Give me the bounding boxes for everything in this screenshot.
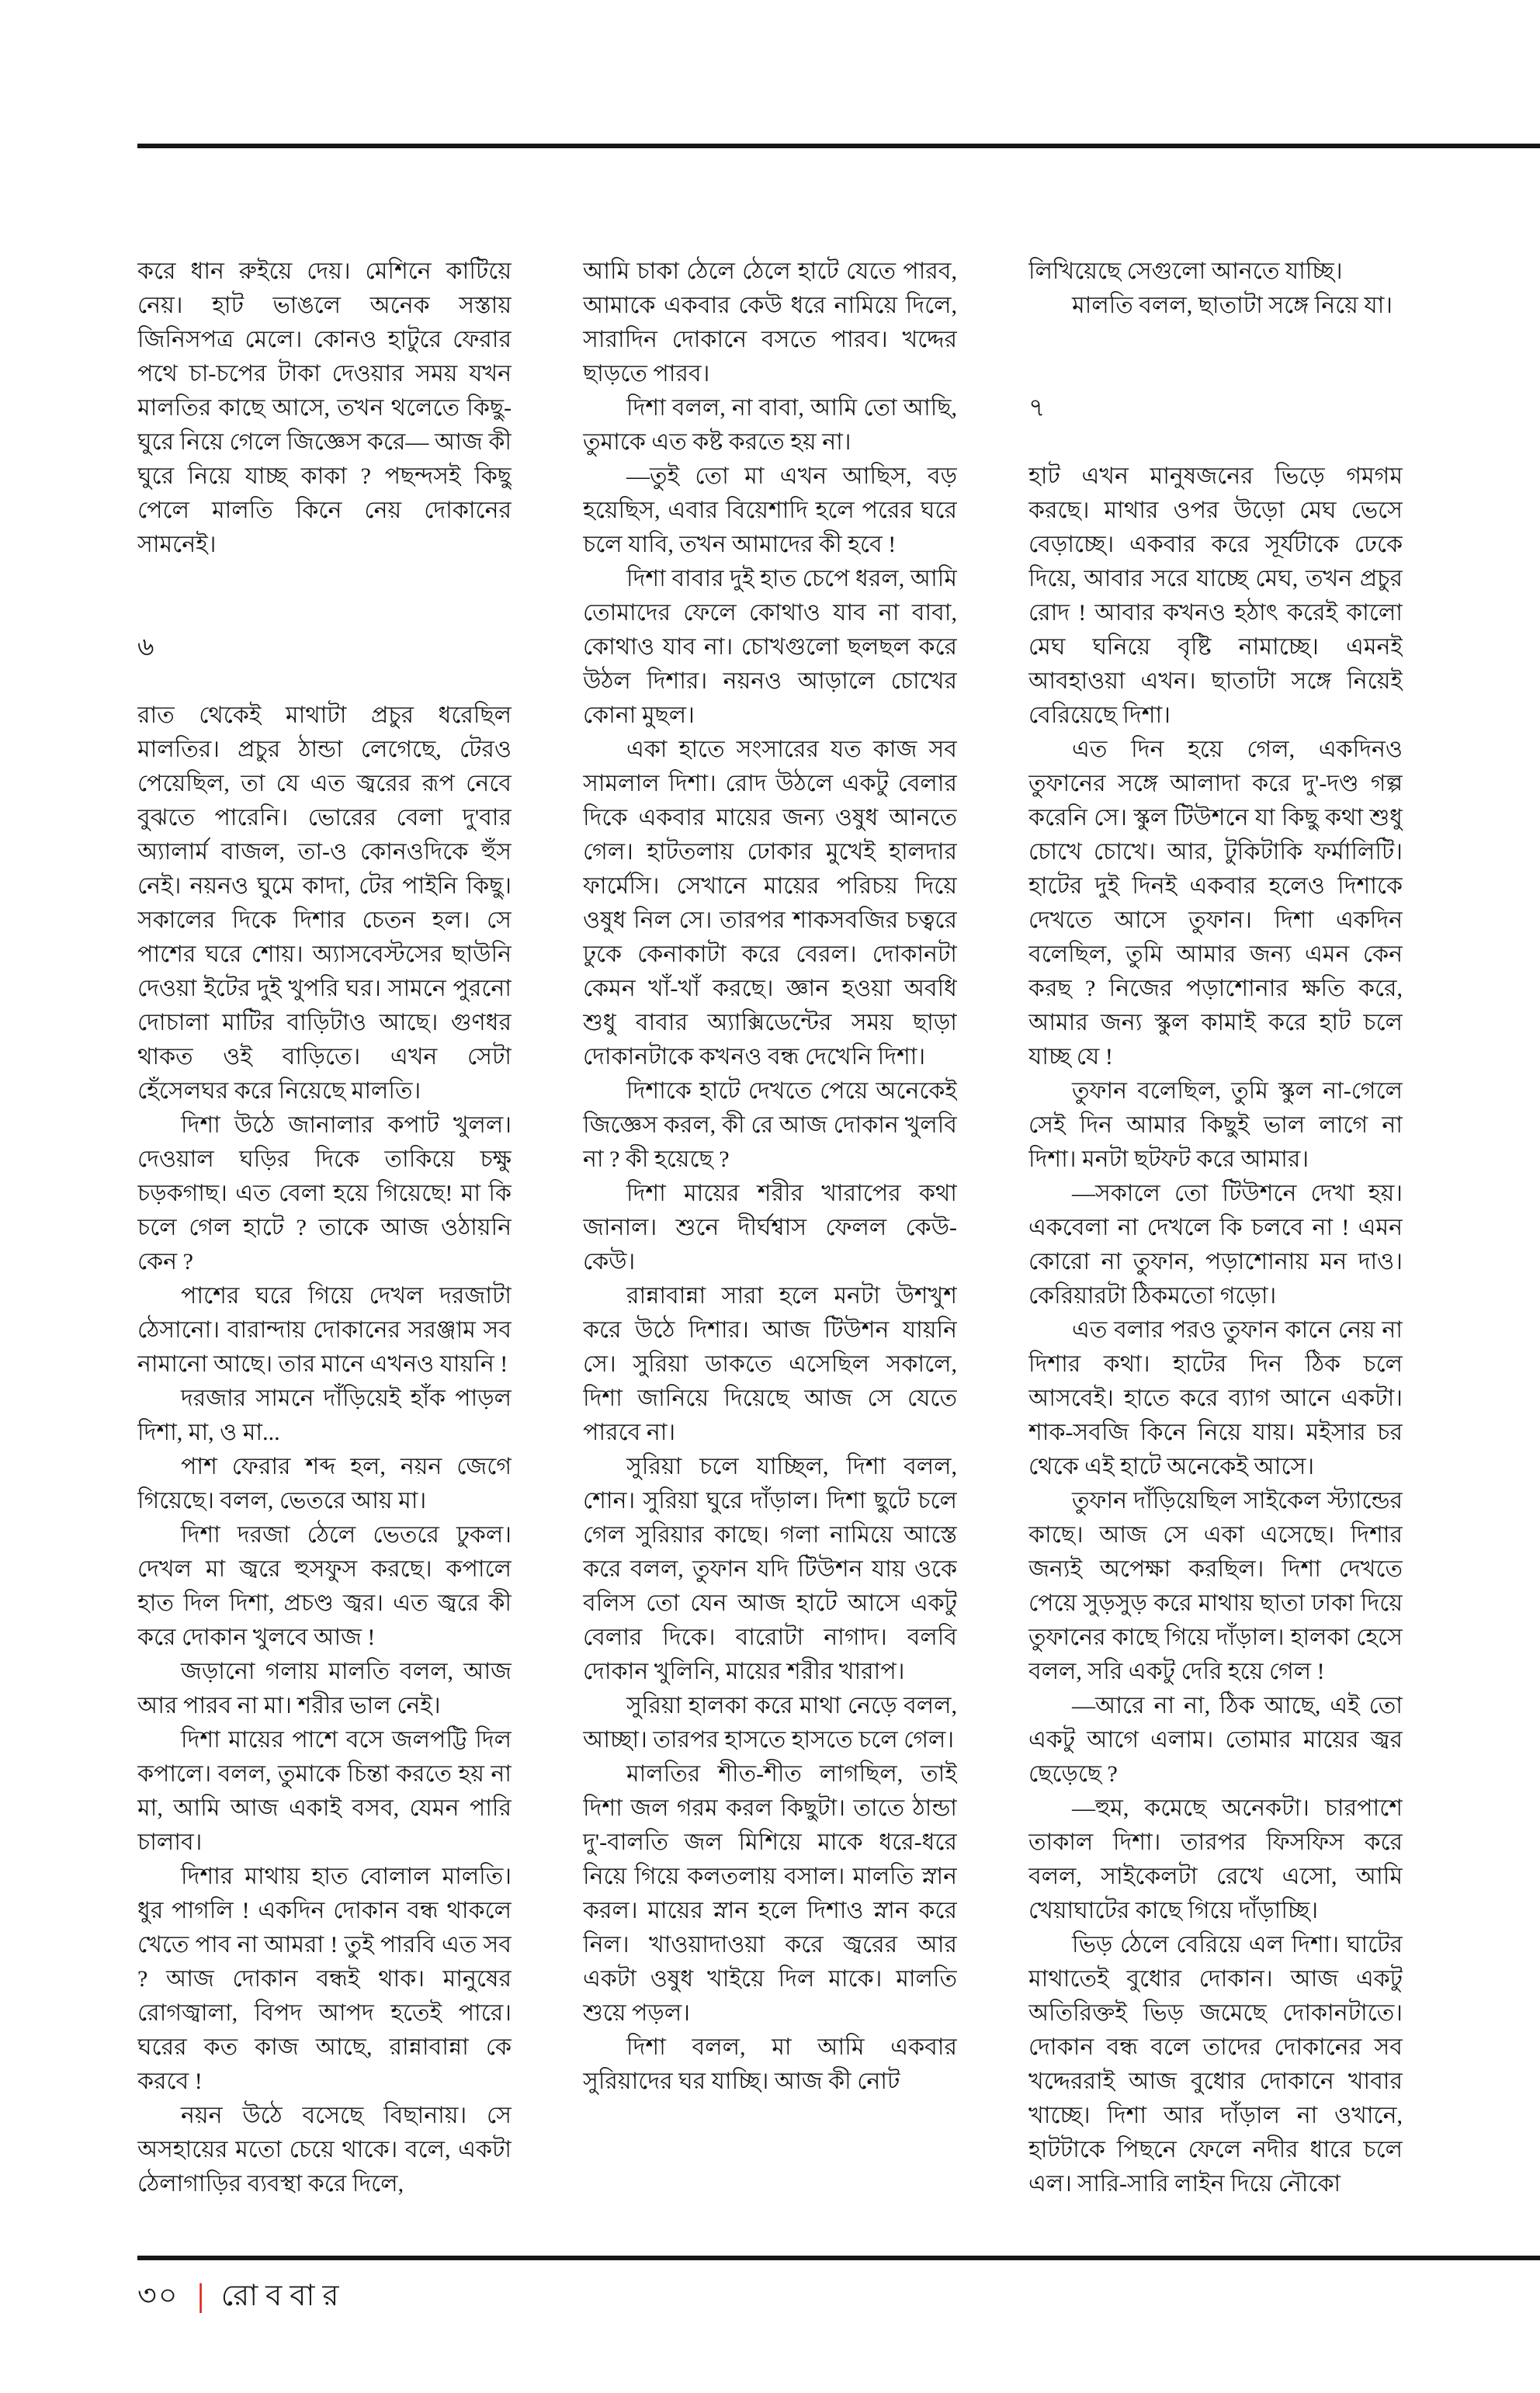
story-paragraph: এত দিন হয়ে গেল, একদিনও তুফানের সঙ্গে আলাদা করে দু'-দণ্ড গল্প করেনি সে। স্কুল টিউশনে যা কিছু কথা শুধু চোখে চোখে। আর, টুকিটাকি ফর্মালিটি। হাটের দুই দিনই একবার হলেও দিশাকে দেখতে আসে তুফান। দিশা একদিন বলেছিল, তুমি আমার জন্য এমন কেন করছ ? নিজের পড়াশোনার ক্ষতি করে, আমার জন্য স্কুল কামাই করে হাট চলে যাচ্ছ যে ! — [1028, 737, 1403, 1070]
story-paragraph: এত বলার পরও তুফান কানে নেয় না দিশার কথা। হাটের দিন ঠিক চলে আসবেই। হাতে করে ব্যাগ আনে একটা। শাক-সবজি কিনে নিয়ে যায়। মইসার চর থেকে এই হাটে অনেকেই আসে। — [1028, 1317, 1403, 1479]
story-paragraph: দরজার সামনে দাঁড়িয়েই হাঁক পাড়ল দিশা, মা, ও মা... — [137, 1386, 512, 1445]
story-paragraph: রাত থেকেই মাথাটা প্রচুর ধরেছিল মালতির। প্রচুর ঠান্ডা লেগেছে, টেরও পেয়েছিল, তা যে এত জ্বরের রূপ নেবে বুঝতে পারেনি। ভোরের বেলা দু'বার অ্যালার্ম বাজল, তা-ও কোনওদিকে হুঁস নেই। নয়নও ঘুমে কাদা, টের পাইনি কিছু। সকালের দিকে দিশার চেতন হল। সে পাশের ঘরে শোয়। অ্যাসবেস্টসের ছাউনি দেওয়া ইটের দুই খুপরি ঘর। সামনে পুরনো দোচালা মাটির বাড়িটাও আছে। গুণধর থাকত ওই বাড়িতে। এখন সেটা হেঁসেলঘর করে নিয়েছে মালতি। — [137, 702, 512, 1104]
story-paragraph: —হুম, কমেছে অনেকটা। চারপাশে তাকাল দিশা। তারপর ফিসফিস করে বলল, সাইকেলটা রেখে এসো, আমি খেয়াঘাটের কাছে গিয়ে দাঁড়াচ্ছি। — [1028, 1795, 1403, 1923]
text-column-2 — [583, 255, 957, 2218]
story-paragraph: দিশা উঠে জানালার কপাট খুলল। দেওয়াল ঘড়ির দিকে তাকিয়ে চক্ষু চড়কগাছ। এত বেলা হয়ে গিয়েছে! মা কি চলে গেল হাটে ? তাকে আজ ওঠায়নি কেন ? — [137, 1112, 512, 1275]
story-paragraph: মালতি বলল, ছাতাটা সঙ্গে নিয়ে যা। — [1072, 293, 1393, 318]
page-footer — [137, 2274, 346, 2318]
text-column-3 — [1028, 255, 1403, 2218]
story-paragraph: রান্নাবান্না সারা হলে মনটা উশখুশ করে উঠে দিশার। আজ টিউশন যায়নি সে। সুরিয়া ডাকতে এসেছিল সকালে, দিশা জানিয়ে দিয়েছে আজ সে যেতে পারবে না। — [583, 1283, 957, 1445]
story-paragraph: নয়ন উঠে বসেছে বিছানায়। সে অসহায়ের মতো চেয়ে থাকে। বলে, একটা ঠেলাগাড়ির ব্যবস্থা করে দিলে, — [137, 2103, 512, 2197]
story-paragraph: দিশা বাবার দুই হাত চেপে ধরল, আমি তোমাদের ফেলে কোথাও যাব না বাবা, কোথাও যাব না। চোখগুলো ছলছল করে উঠল দিশার। নয়নও আড়ালে চোখের কোনা মুছল। — [583, 566, 957, 728]
story-paragraph: জড়ানো গলায় মালতি বলল, আজ আর পারব না মা। শরীর ভাল নেই। — [137, 1659, 512, 1718]
story-paragraph: একা হাতে সংসারের যত কাজ সব সামলাল দিশা। রোদ উঠলে একটু বেলার দিকে একবার মায়ের জন্য ওষুধ আনতে গেল। হাটতলায় ঢোকার মুখেই হালদার ফার্মেসি। সেখানে মায়ের পরিচয় দিয়ে ওষুধ নিল সে। তারপর শাকসবজির চত্বরে ঢুকে কেনাকাটা করে বেরল। দোকানটা কেমন খাঁ-খাঁ করছে। জ্ঞান হওয়া অবধি শুধু বাবার অ্যাক্সিডেন্টের সময় ছাড়া দোকানটাকে কখনও বন্ধ দেখেনি দিশা। — [583, 737, 957, 1070]
story-paragraph: —তুই তো মা এখন আছিস, বড় হয়েছিস, এবার বিয়েশাদি হলে পরের ঘরে চলে যাবি, তখন আমাদের কী হবে ! — [583, 463, 957, 557]
story-paragraph: দিশার মাথায় হাত বোলাল মালতি। ধুর পাগলি ! একদিন দোকান বন্ধ থাকলে খেতে পাব না আমরা ! তুই পারবি এত সব ? আজ দোকান বন্ধই থাক। মানুষের রোগজ্বালা, বিপদ আপদ হতেই পারে। ঘরের কত কাজ আছে, রান্নাবান্না কে করবে ! — [137, 1864, 512, 2094]
story-paragraph: —সকালে তো টিউশনে দেখা হয়। একবেলা না দেখলে কি চলবে না ! এমন কোরো না তুফান, পড়াশোনায় মন দাও। কেরিয়ারটা ঠিকমতো গড়ো। — [1028, 1181, 1403, 1309]
story-paragraph: হাট এখন মানুষজনের ভিড়ে গমগম করছে। মাথার ওপর উড়ো মেঘ ভেসে বেড়াচ্ছে। একবার করে সূর্যটাকে ঢেকে দিয়ে, আবার সরে যাচ্ছে মেঘ, তখন প্রচুর রোদ ! আবার কখনও হঠাৎ করেই কালো মেঘ ঘনিয়ে বৃষ্টি নামাচ্ছে। এমনই আবহাওয়া এখন। ছাতাটা সঙ্গে নিয়েই বেরিয়েছে দিশা। — [1028, 463, 1403, 728]
top-rule — [137, 144, 1540, 148]
footer-rule — [137, 2256, 1540, 2260]
story-paragraph: দিশা বলল, না বাবা, আমি তো আছি, তুমাকে এত কষ্ট করতে হয় না। — [583, 395, 957, 455]
story-paragraph: দিশা মায়ের পাশে বসে জলপট্টি দিল কপালে। বলল, তুমাকে চিন্তা করতে হয় না মা, আমি আজ একাই বসব, যেমন পারি চালাব। — [137, 1727, 512, 1855]
story-paragraph: পাশের ঘরে গিয়ে দেখল দরজাটা ঠেসানো। বারান্দায় দোকানের সরঞ্জাম সব নামানো আছে। তার মানে এখনও যায়নি ! — [137, 1283, 512, 1377]
story-paragraph: তুফান দাঁড়িয়েছিল সাইকেল স্ট্যান্ডের কাছে। আজ সে একা এসেছে। দিশার জন্যই অপেক্ষা করছিল। দিশা দেখতে পেয়ে সুড়সুড় করে মাথায় ছাতা ঢাকা দিয়ে তুফানের কাছে গিয়ে দাঁড়াল। হালকা হেসে বলল, সরি একটু দেরি হয়ে গেল ! — [1028, 1488, 1403, 1684]
text-columns — [137, 255, 1441, 2218]
story-paragraph: তুফান বলেছিল, তুমি স্কুল না-গেলে সেই দিন আমার কিছুই ভাল লাগে না দিশা। মনটা ছটফট করে আমার। — [1028, 1078, 1403, 1172]
story-paragraph: —আরে না না, ঠিক আছে, এই তো একটু আগে এলাম। তোমার মায়ের জ্বর ছেড়েছে ? — [1028, 1693, 1403, 1787]
story-paragraph: আমি চাকা ঠেলে ঠেলে হাটে যেতে পারব, আমাকে একবার কেউ ধরে নামিয়ে দিলে, সারাদিন দোকানে বসতে পারব। খদ্দের ছাড়তে পারব। — [583, 258, 957, 387]
story-paragraph: সুরিয়া হালকা করে মাথা নেড়ে বলল, আচ্ছা। তারপর হাসতে হাসতে চলে গেল। — [583, 1693, 957, 1753]
section-number: ৬ — [137, 633, 154, 661]
story-paragraph: লিখিয়েছে সেগুলো আনতে যাচ্ছি। — [1028, 258, 1343, 284]
footer-separator-bar: | — [197, 2277, 204, 2315]
story-paragraph: দিশাকে হাটে দেখতে পেয়ে অনেকেই জিজ্ঞেস করল, কী রে আজ দোকান খুলবি না ? কী হয়েছে ? — [583, 1078, 957, 1172]
story-paragraph: পাশ ফেরার শব্দ হল, নয়ন জেগে গিয়েছে। বলল, ভেতরে আয় মা। — [137, 1454, 512, 1514]
story-paragraph: দিশা বলল, মা আমি একবার সুরিয়াদের ঘর যাচ্ছি। আজ কী নোট — [583, 2034, 957, 2094]
story-paragraph: দিশা দরজা ঠেলে ভেতরে ঢুকল। দেখল মা জ্বরে হুসফুস করছে। কপালে হাত দিল দিশা, প্রচণ্ড জ্বর। এত জ্বরে কী করে দোকান খুলবে আজ ! — [137, 1522, 512, 1650]
story-paragraph: সুরিয়া চলে যাচ্ছিল, দিশা বলল, শোন। সুরিয়া ঘুরে দাঁড়াল। দিশা ছুটে চলে গেল সুরিয়ার কাছে। গলা নামিয়ে আস্তে করে বলল, তুফান যদি টিউশন যায় ওকে বলিস তো যেন আজ হাটে আসে একটু বেলার দিকে। বারোটা নাগাদ। বলবি দোকান খুলিনি, মায়ের শরীর খারাপ। — [583, 1454, 957, 1684]
story-paragraph: ভিড় ঠেলে বেরিয়ে এল দিশা। ঘাটের মাথাতেই বুধোর দোকান। আজ একটু অতিরিক্তই ভিড় জমেছে দোকানটাতে। দোকান বন্ধ বলে তাদের দোকানের সব খদ্দেররাই আজ বুধোর দোকানে খাবার খাচ্ছে। দিশা আর দাঁড়াল না ওখানে, হাটটাকে পিছনে ফেলে নদীর ধারে চলে এল। সারি-সারি লাইন দিয়ে নৌকো — [1028, 1932, 1403, 2197]
magazine-title: রোববার — [220, 2280, 347, 2312]
text-column-1 — [137, 255, 512, 2218]
section-number: ৭ — [1028, 394, 1046, 422]
story-paragraph: দিশা মায়ের শরীর খারাপের কথা জানাল। শুনে দীর্ঘশ্বাস ফেলল কেউ-কেউ। — [583, 1181, 957, 1275]
story-paragraph: মালতির শীত-শীত লাগছিল, তাই দিশা জল গরম করল কিছুটা। তাতে ঠান্ডা দু'-বালতি জল মিশিয়ে মাকে ধরে-ধরে নিয়ে গিয়ে কলতলায় বসাল। মালতি স্নান করল। মায়ের স্নান হলে দিশাও স্নান করে নিল। খাওয়াদাওয়া করে জ্বরের আর একটা ওষুধ খাইয়ে দিল মাকে। মালতি শুয়ে পড়ল। — [583, 1761, 957, 2026]
story-paragraph: করে ধান রুইয়ে দেয়। মেশিনে কাটিয়ে নেয়। হাট ভাঙলে অনেক সস্তায় জিনিসপত্র মেলে। কোনও হাটুরে ফেরার পথে চা-চপের টাকা দেওয়ার সময় যখন মালতির কাছে আসে, তখন থলেতে কিছু-ঘুরে নিয়ে গেলে জিজ্ঞেস করে— আজ কী ঘুরে নিয়ে যাচ্ছ কাকা ? পছন্দসই কিছু পেলে মালতি কিনে নেয় দোকানের সামনেই। — [137, 258, 512, 557]
page-number: ৩০ — [137, 2280, 179, 2312]
